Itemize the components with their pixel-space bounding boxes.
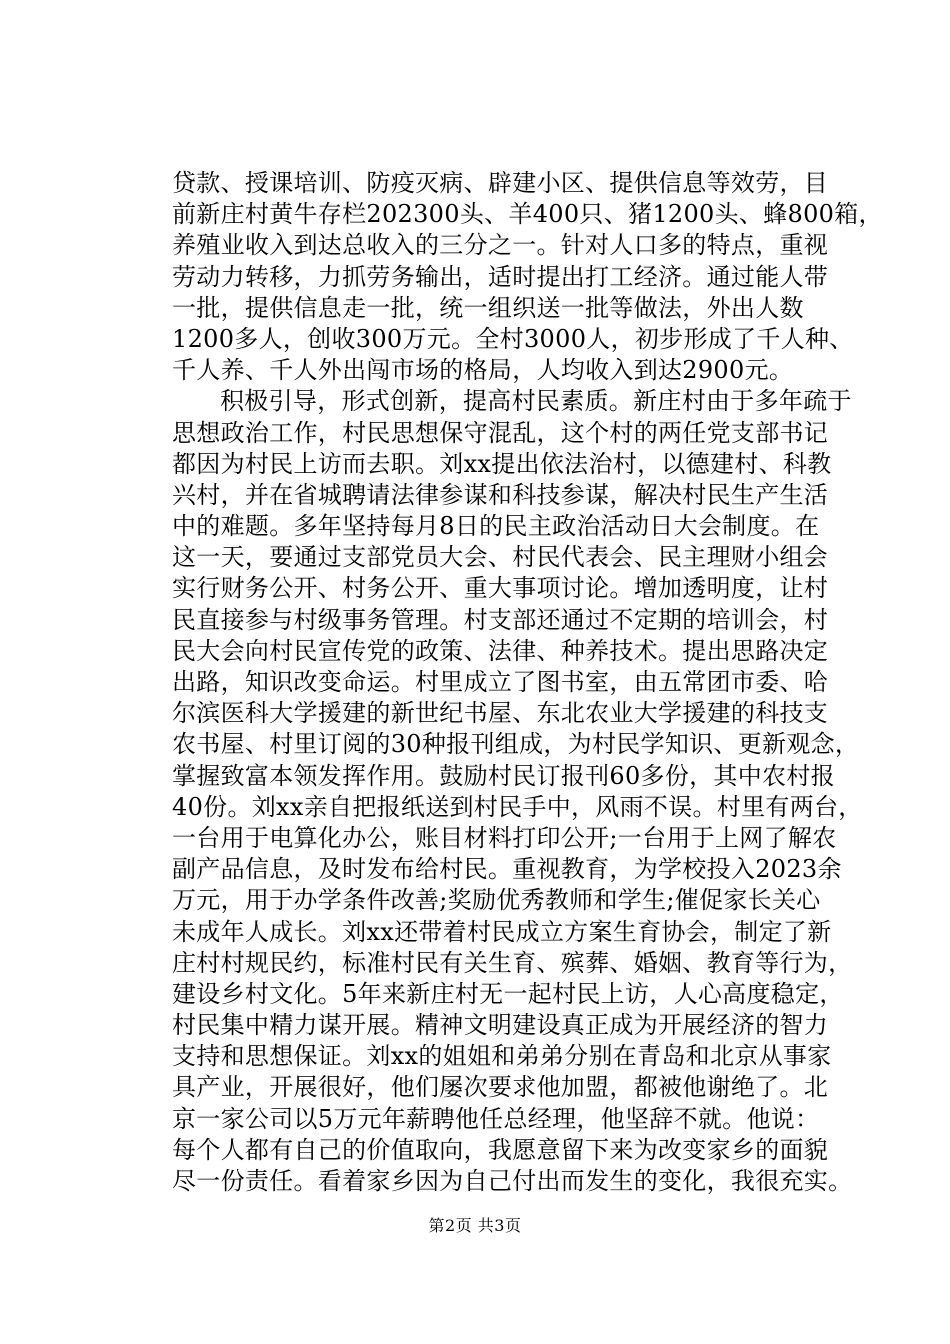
body-text (172, 168, 883, 1197)
text-line: 掌握致富本领发挥作用。鼓励村民订报刊60多份，其中农村报 (172, 761, 835, 790)
text-line: 一台用于电算化办公，账目材料打印公开;一台用于上网了解农 (172, 823, 837, 852)
text-line: 建设乡村文化。5年来新庄村无一起村民上访，人心高度稳定， (172, 979, 844, 1008)
text-line: 每个人都有自己的价值取向，我愿意留下来为改变家乡的面貌 (172, 1135, 829, 1164)
text-line: 副产品信息，及时发布给村民。重视教育，为学校投入2023余 (172, 855, 842, 884)
text-line: 民直接参与村级事务管理。村支部还通过不定期的培训会，村 (172, 605, 829, 634)
text-line: 尔滨医科大学援建的新世纪书屋、东北农业大学援建的科技支 (172, 699, 829, 728)
text-line: 民大会向村民宣传党的政策、法律、种养技术。提出思路决定 (172, 636, 829, 665)
text-line: 出路，知识改变命运。村里成立了图书室，由五常团市委、哈 (172, 668, 829, 696)
text-line: 万元，用于办学条件改善;奖励优秀教师和学生;催促家长关心 (172, 886, 821, 915)
text-line: 未成年人成长。刘xx还带着村民成立方案生育协会，制定了新 (172, 917, 832, 946)
paragraph-start-line: 积极引导，形式创新，提高村民素质。新庄村由于多年疏于 (220, 387, 852, 416)
text-line: 养殖业收入到达总收入的三分之一。针对人口多的特点，重视 (172, 231, 829, 260)
text-line: 千人养、千人外出闯市场的格局，人均收入到达2900元。 (172, 356, 794, 385)
text-line: 贷款、授课培训、防疫灭病、辟建小区、提供信息等效劳，目 (172, 169, 829, 197)
text-line: 这一天，要通过支部党员大会、村民代表会、民主理财小组会 (172, 543, 829, 572)
text-line: 农书屋、村里订阅的30种报刊组成，为村民学知识、更新观念， (172, 730, 860, 759)
text-line: 兴村，并在省城聘请法律参谋和科技参谋，解决村民生产生活 (172, 480, 829, 509)
page-number-footer: 第2页 共3页 (428, 1216, 522, 1235)
text-line: 40份。刘xx亲自把报纸送到村民手中，风雨不误。村里有两台， (172, 792, 863, 821)
text-line: 庄村村规民约，标准村民有关生育、殡葬、婚姻、教育等行为， (172, 948, 853, 977)
text-line: 支持和思想保证。刘xx的姐姐和弟弟分别在青岛和北京从事家 (172, 1042, 832, 1071)
text-line: 前新庄村黄牛存栏202300头、羊400只、猪1200头、蜂800箱， (172, 200, 883, 229)
text-line: 思想政治工作，村民思想保守混乱，这个村的两任党支部书记 (172, 418, 829, 447)
text-line: 中的难题。多年坚持每月8日的民主政治活动日大会制度。在 (172, 512, 820, 541)
text-line: 实行财务公开、村务公开、重大事项讨论。增加透明度，让村 (172, 574, 829, 603)
text-line: 村民集中精力谋开展。精神文明建设真正成为开展经济的智力 (172, 1011, 829, 1040)
text-line: 劳动力转移，力抓劳务输出，适时提出打工经济。通过能人带 (172, 262, 829, 291)
text-line: 具产业，开展很好，他们屡次要求他加盟，都被他谢绝了。北 (172, 1073, 829, 1102)
text-line: 一批，提供信息走一批，统一组织送一批等做法，外出人数 (172, 293, 804, 322)
text-line: 京一家公司以5万元年薪聘他任总经理，他坚辞不就。他说： (172, 1104, 820, 1133)
text-line: 都因为村民上访而去职。刘xx提出依法治村，以德建村、科教 (172, 449, 832, 478)
text-line: 尽一份责任。看着家乡因为自己付出而发生的变化，我很充实。 (172, 1167, 853, 1195)
text-line: 1200多人，创收300万元。全村3000人，初步形成了千人种、 (172, 324, 854, 353)
